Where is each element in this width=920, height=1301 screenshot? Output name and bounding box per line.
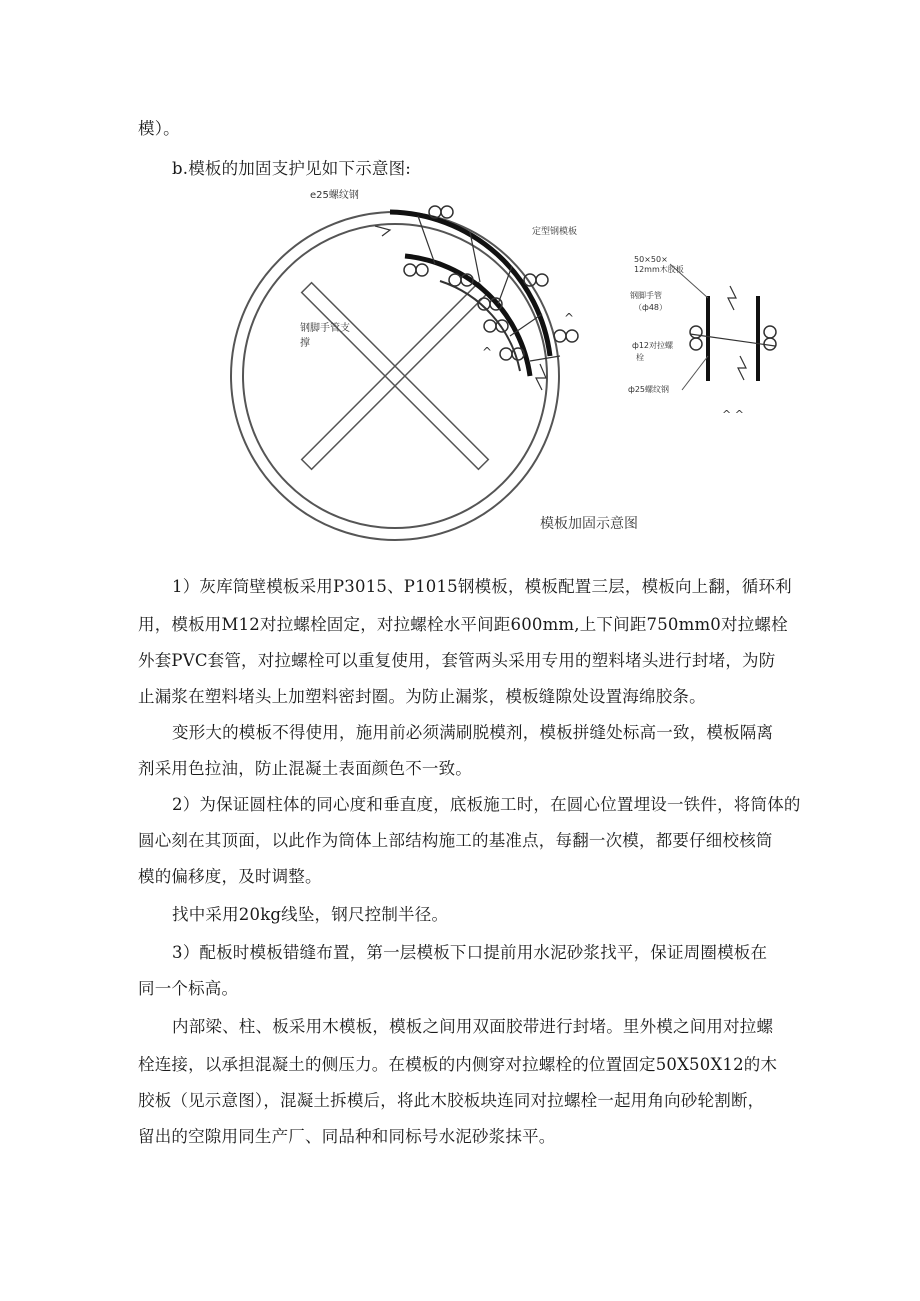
- label-caret-left: ^: [482, 345, 493, 359]
- text-line-5: 外套PVC套管，对拉螺栓可以重复使用，套管两头采用专用的塑料堵头进行封堵，为防: [138, 651, 776, 670]
- text-line-7: 变形大的模板不得使用，施用前必须满刷脱模剂，模板拼缝处标高一致，模板隔离: [172, 723, 774, 742]
- text-line-13: 3）配板时模板错缝布置，第一层模板下口提前用水泥砂浆找平，保证周圈模板在: [172, 943, 768, 962]
- label-bolt-2: 栓: [636, 353, 644, 362]
- text-line-14: 同一个标高。: [138, 979, 239, 998]
- label-scaffold-brace-1: 钢脚手管支: [300, 323, 350, 334]
- text-line-2: b.模板的加固支护见如下示意图:: [172, 159, 412, 178]
- label-wood-2: 12mm木胶板: [634, 265, 684, 274]
- label-carets: ^ ^: [722, 408, 744, 421]
- label-pipe-1: 钢脚手管: [630, 291, 662, 300]
- label-caret-right: ^: [564, 311, 575, 325]
- text-line-10: 圆心刻在其顶面，以此作为筒体上部结构施工的基准点，每翻一次模，都要仔细校核筒: [138, 831, 773, 850]
- scaffold-cross-brace-2: [302, 283, 489, 470]
- text-line-16: 栓连接，以承担混凝土的侧压力。在模板的内侧穿对拉螺栓的位置固定50X50X12的木: [138, 1055, 778, 1074]
- text-line-15: 内部梁、柱、板采用木模板，模板之间用双面胶带进行封堵。里外模之间用对拉螺: [172, 1017, 774, 1036]
- text-line-18: 留出的空隙用同生产厂、同品种和同标号水泥砂浆抹平。: [138, 1127, 556, 1146]
- text-line-17: 胶板（见示意图），混凝土拆模后，将此木胶板块连同对拉螺栓一起用角向砂轮割断，: [138, 1091, 765, 1110]
- label-bolt-1: ф12对拉螺: [632, 341, 674, 350]
- text-line-11: 模的偏移度，及时调整。: [138, 867, 322, 886]
- text-line-3: 1）灰库筒壁模板采用P3015、P1015钢模板，模板配置三层，模板向上翻，循环利: [172, 577, 792, 596]
- text-line-12: 找中采用20kg线坠，钢尺控制半径。: [172, 905, 449, 924]
- label-rebar-right: ф25螺纹钢: [628, 385, 670, 394]
- scaffold-cross-brace: [302, 283, 489, 470]
- tie-bolts: [418, 216, 560, 361]
- text-line-6: 止漏浆在塑料堵头上加塑料密封圈。为防止漏浆，模板缝隙处设置海绵胶条。: [138, 687, 706, 706]
- text-line-1: 模）。: [138, 119, 180, 138]
- break-mark-2: [375, 226, 390, 236]
- label-scaffold-brace-2: 撑: [300, 338, 310, 349]
- text-line-8: 剂采用色拉油，防止混凝土表面颜色不一致。: [138, 759, 472, 778]
- label-steel-form: 定型钢模板: [532, 227, 578, 237]
- label-pipe-2: （ф48）: [634, 303, 668, 312]
- outer-wall-circle: [231, 212, 559, 540]
- label-rebar-top: e25螺纹钢: [310, 190, 359, 201]
- break-mark: [536, 364, 546, 390]
- inner-wall-circle: [243, 224, 547, 528]
- figure-caption: 模板加固示意图: [540, 516, 638, 532]
- detail-section: [670, 264, 776, 390]
- text-line-4: 用，模板用M12对拉螺栓固定，对拉螺栓水平间距600mm,上下间距750mm0对拉螺栓: [138, 615, 788, 634]
- label-wood-1: 50×50×: [634, 255, 668, 264]
- text-line-9: 2）为保证圆柱体的同心度和垂直度，底板施工时，在圆心位置埋设一铁件，将筒体的: [172, 795, 801, 814]
- formwork-reinforcement-diagram: [230, 186, 790, 546]
